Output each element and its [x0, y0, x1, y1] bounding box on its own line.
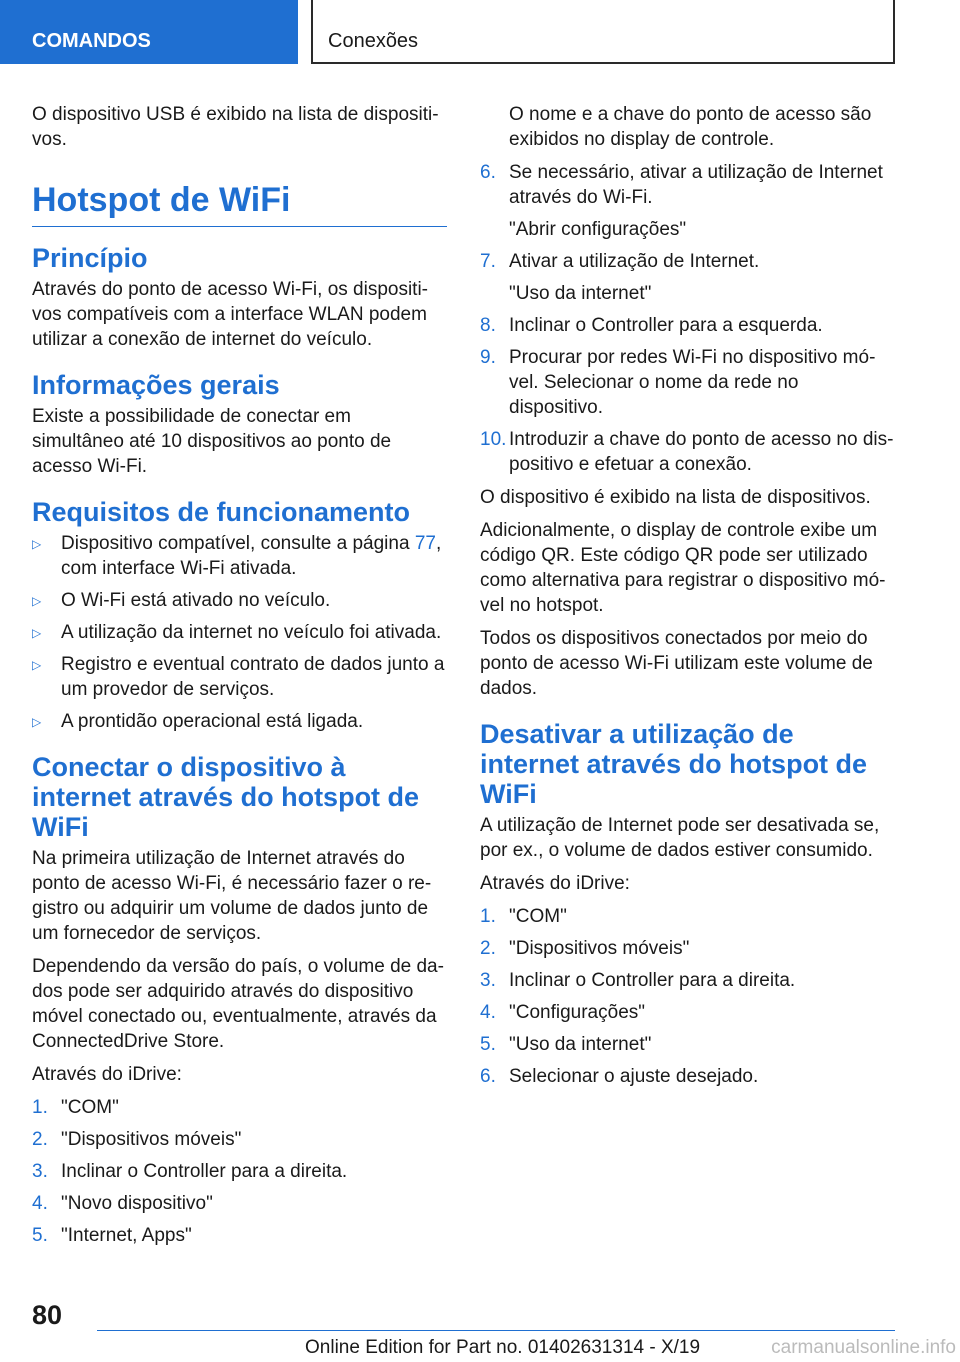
step-continuation: O nome e a chave do ponto de acesso são exibidos no display de controle. [509, 104, 872, 150]
step-item [480, 936, 895, 961]
page-title: Hotspot de WiFi [32, 178, 447, 227]
right-column [480, 102, 895, 1097]
triangle-bullet-icon: ▷ [32, 537, 42, 551]
step-text: "Novo dispositivo" [61, 1193, 213, 1214]
step-item [480, 904, 895, 929]
step-number: 10. [480, 429, 507, 450]
paragraph-informacoes: Existe a possibilidade de conectar em simultâneo até 10 dispositivos ao ponto de acesso Wi-Fi. [32, 406, 392, 477]
step-item [480, 249, 895, 306]
list-item-text: A prontidão operacional está ligada. [61, 711, 364, 732]
steps-list-continued [480, 160, 895, 477]
paragraph-2: Adicionalmente, o display de controle exibe um código QR. Este código QR pode ser utilizado como alternativa para registrar o dispositivo mó-vel no hotspot. [480, 520, 886, 616]
step-text: "Internet, Apps" [61, 1225, 192, 1246]
paragraph-conectar-2: Dependendo da versão do país, o volume de da-dos pode ser adquirido através do dispositivo móvel conectado ou, eventualmente, através da ConnectedDrive Store. [32, 956, 444, 1052]
step-item [32, 1223, 447, 1248]
paragraph-principio: Através do ponto de acesso Wi-Fi, os dispositi-vos compatíveis com a interface WLAN podem utilizar a conexão de internet do veículo. [32, 279, 429, 350]
step-number: 3. [480, 970, 496, 991]
footer-watermark: carmanualsonline.info [771, 1337, 956, 1358]
list-item [32, 709, 447, 734]
step-item [32, 1095, 447, 1120]
step-text: "Uso da internet" [509, 1034, 652, 1055]
triangle-bullet-icon: ▷ [32, 715, 42, 729]
step-text: "Dispositivos móveis" [61, 1129, 242, 1150]
step-text: Inclinar o Controller para a direita. [61, 1161, 348, 1182]
step-item [480, 1064, 895, 1089]
paragraph-desativar-2: Através do iDrive: [480, 873, 630, 894]
list-item [32, 620, 447, 645]
step-text: "Dispositivos móveis" [509, 938, 690, 959]
step-number: 6. [480, 162, 496, 183]
requirements-list [32, 531, 447, 734]
step-item [480, 1032, 895, 1057]
step-text: Selecionar o ajuste desejado. [509, 1066, 759, 1087]
step-item [32, 1191, 447, 1216]
paragraph-conectar-1: Na primeira utilização de Internet através do ponto de acesso Wi-Fi, é necessário fazer o re-gistro ou adquirir um volume de dados junto de um fornecedor de serviços. [32, 848, 432, 944]
step-number: 1. [32, 1097, 48, 1118]
step-number: 4. [32, 1193, 48, 1214]
step-text: Inclinar o Controller para a direita. [509, 970, 796, 991]
list-item [32, 652, 447, 702]
step-number: 2. [32, 1129, 48, 1150]
intro-paragraph: O dispositivo USB é exibido na lista de dispositi-vos. [32, 104, 439, 150]
list-item-text: O Wi-Fi está ativado no veículo. [61, 590, 331, 611]
triangle-bullet-icon: ▷ [32, 658, 42, 672]
step-item [32, 1127, 447, 1152]
triangle-bullet-icon: ▷ [32, 594, 42, 608]
section-tab: COMANDOS [0, 0, 298, 64]
step-text: Introduzir a chave do ponto de acesso no dis-positivo e efetuar a conexão. [509, 429, 894, 475]
chapter-tab: Conexões [311, 0, 895, 64]
step-number: 2. [480, 938, 496, 959]
step-number: 1. [480, 906, 496, 927]
list-item-text: Registro e eventual contrato de dados junto a um provedor de serviços. [61, 654, 445, 700]
step-item [480, 345, 895, 420]
step-number: 7. [480, 251, 496, 272]
step-text: "COM" [61, 1097, 119, 1118]
footer-edition: Online Edition for Part no. 01402631314 - X/19 [305, 1337, 701, 1358]
step-item [480, 313, 895, 338]
step-number: 5. [480, 1034, 496, 1055]
left-column [32, 102, 447, 1256]
step-subtext: "Abrir configurações" [509, 219, 687, 240]
heading-informacoes: Informações gerais [32, 370, 280, 400]
step-number: 6. [480, 1066, 496, 1087]
list-item-text: Dispositivo compatível, consulte a página [61, 533, 415, 554]
step-number: 3. [32, 1161, 48, 1182]
step-number: 4. [480, 1002, 496, 1023]
footer-rule [97, 1330, 895, 1331]
paragraph-desativar-1: A utilização de Internet pode ser desativada se, por ex., o volume de dados estiver consumido. [480, 815, 880, 861]
step-text: "Configurações" [509, 1002, 646, 1023]
heading-requisitos: Requisitos de funcionamento [32, 497, 411, 527]
step-text: Procurar por redes Wi-Fi no dispositivo mó-vel. Selecionar o nome da rede no dispositivo. [509, 347, 876, 418]
step-number: 8. [480, 315, 496, 336]
paragraph-conectar-3: Através do iDrive: [32, 1064, 182, 1085]
list-item-text: , com interface Wi-Fi ativada. [61, 533, 442, 579]
paragraph-1: O dispositivo é exibido na lista de dispositivos. [480, 487, 871, 508]
step-number: 5. [32, 1225, 48, 1246]
page-link[interactable]: 77 [414, 533, 436, 554]
page-number: 80 [32, 1300, 63, 1330]
triangle-bullet-icon: ▷ [32, 626, 42, 640]
heading-conectar: Conectar o dispositivo à internet através do hotspot de WiFi [32, 752, 420, 842]
list-item [32, 588, 447, 613]
step-text: Inclinar o Controller para a esquerda. [509, 315, 823, 336]
step-number: 9. [480, 347, 496, 368]
step-text: Ativar a utilização de Internet. [509, 251, 760, 272]
step-text: Se necessário, ativar a utilização de Internet através do Wi-Fi. [509, 162, 883, 208]
step-item [480, 968, 895, 993]
step-subtext: "Uso da internet" [509, 283, 652, 304]
heading-principio: Princípio [32, 243, 148, 273]
step-text: "COM" [509, 906, 567, 927]
list-item [32, 531, 447, 581]
step-item [480, 427, 895, 477]
steps-list [32, 1095, 447, 1248]
steps-list-desativar [480, 904, 895, 1089]
list-item-text: A utilização da internet no veículo foi ativada. [61, 622, 442, 643]
step-item [480, 160, 895, 242]
paragraph-3: Todos os dispositivos conectados por meio do ponto de acesso Wi-Fi utilizam este volume de dados. [480, 628, 873, 699]
heading-desativar: Desativar a utilização de internet através do hotspot de WiFi [480, 719, 868, 809]
step-item [480, 1000, 895, 1025]
step-item [32, 1159, 447, 1184]
